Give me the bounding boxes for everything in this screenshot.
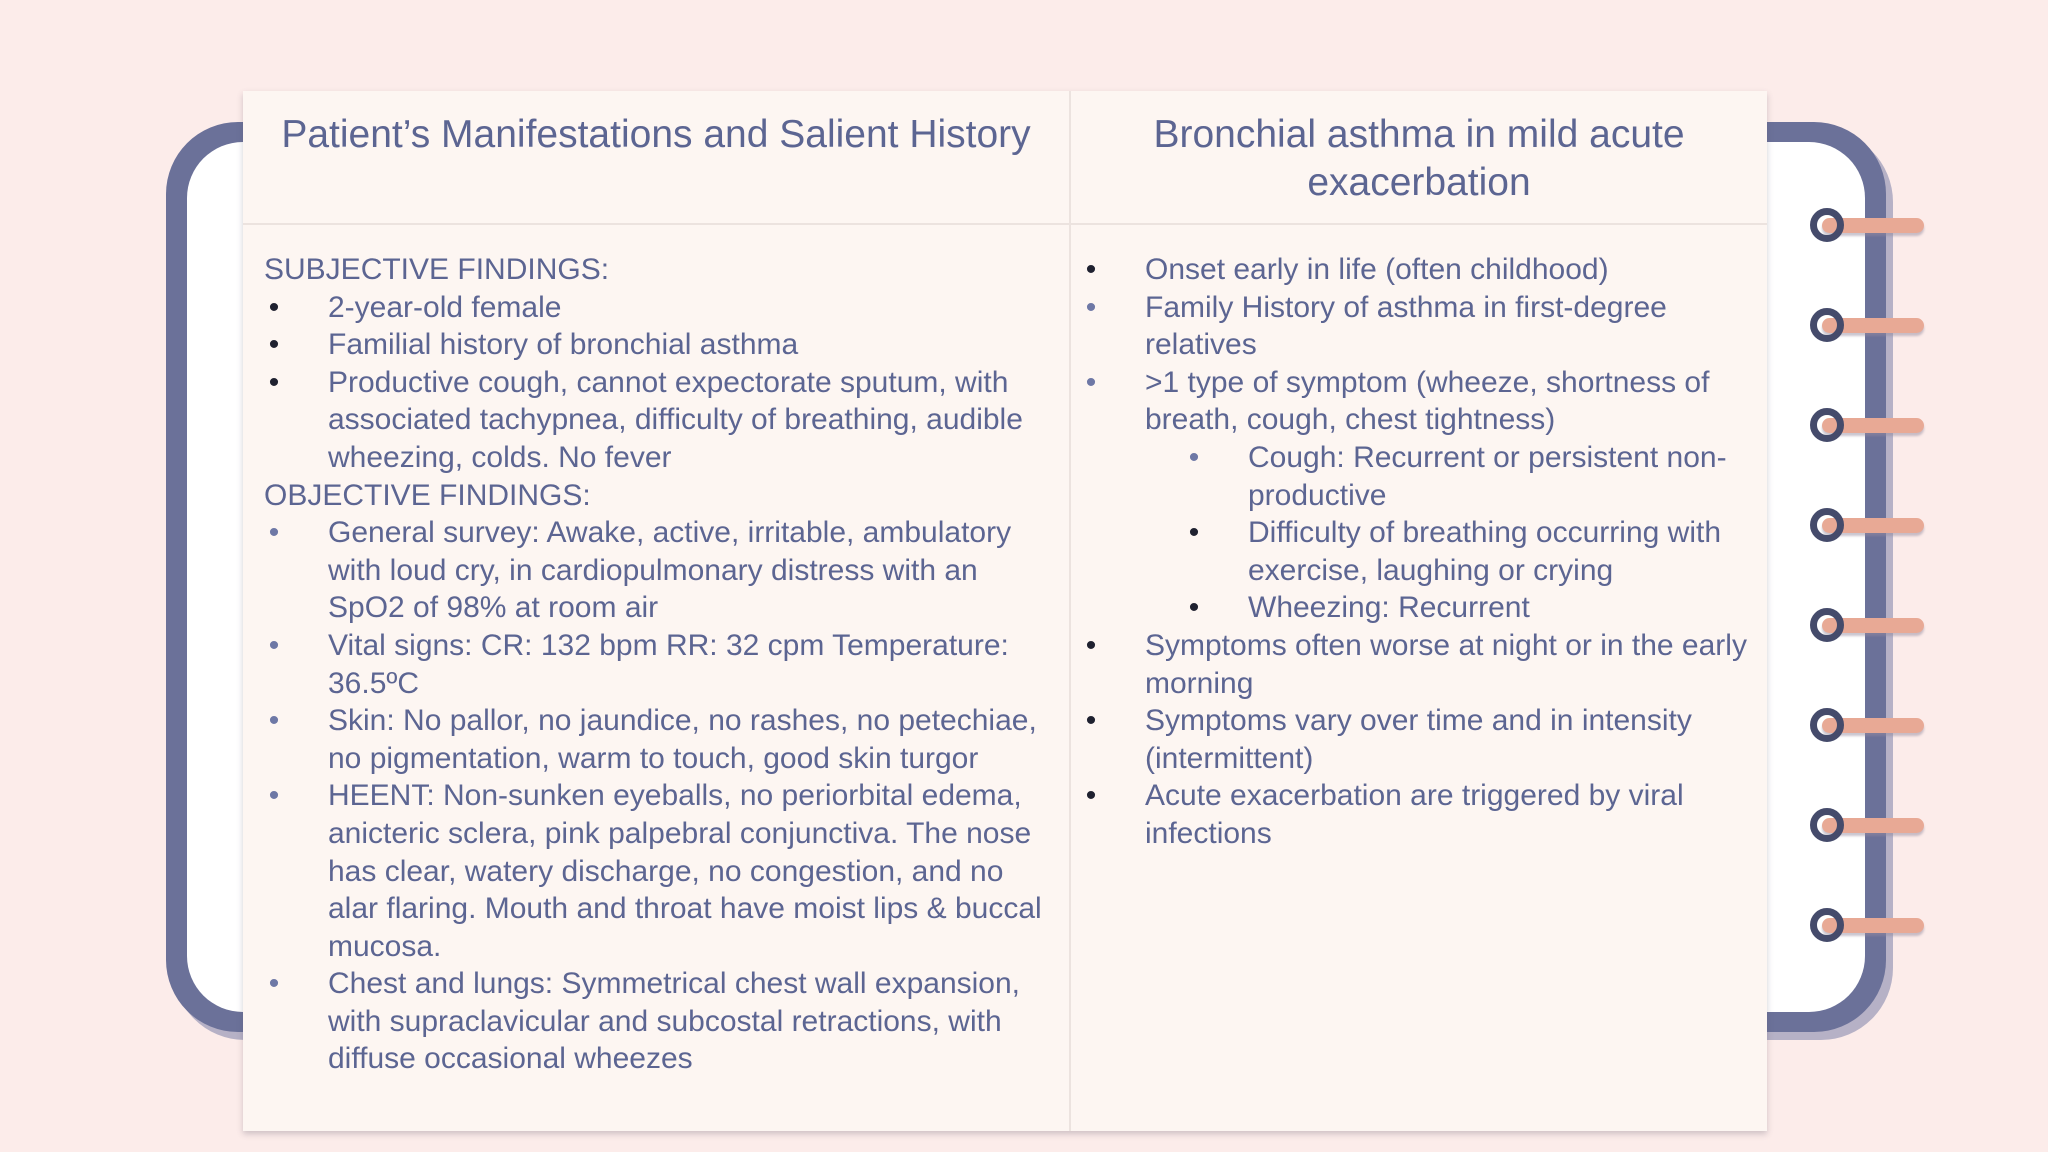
bullet-icon: • bbox=[1085, 779, 1097, 813]
bullet-icon: • bbox=[1188, 516, 1200, 550]
binding-ring-icon bbox=[1810, 908, 1844, 942]
bullet-icon: • bbox=[268, 967, 280, 1001]
list-item: • Skin: No pallor, no jaundice, no rashes, no petechiae, no pigmentation, warm to touch, good skin turgor bbox=[264, 702, 1059, 777]
diagnosis-criteria-list bbox=[1081, 251, 1751, 853]
comparison-table bbox=[243, 91, 1767, 1131]
diagnosis-column bbox=[1071, 91, 1767, 1131]
list-item: • Onset early in life (often childhood) bbox=[1081, 251, 1751, 289]
list-item: • Family History of asthma in first-degree relatives bbox=[1081, 289, 1751, 364]
binding-ring-icon bbox=[1810, 408, 1844, 442]
bullet-icon: • bbox=[268, 365, 280, 399]
subjective-findings-label: SUBJECTIVE FINDINGS: bbox=[264, 253, 610, 286]
bullet-icon: • bbox=[268, 516, 280, 550]
list-item: • Vital signs: CR: 132 bpm RR: 32 cpm Temperature: 36.5ºC bbox=[264, 627, 1059, 702]
list-item: • HEENT: Non-sunken eyeballs, no periorbital edema, anicteric sclera, pink palpebral conjunctiva. The nose has clear, watery discharge, no congestion, and no alar flaring. Mouth and throat have moist lips & buccal mucosa. bbox=[264, 777, 1059, 965]
list-item: • Familial history of bronchial asthma bbox=[264, 326, 1059, 364]
binding-ring-icon bbox=[1810, 608, 1844, 642]
list-item: • Chest and lungs: Symmetrical chest wall expansion, with supraclavicular and subcostal retractions, with diffuse occasional wheezes bbox=[264, 965, 1059, 1078]
list-item: • General survey: Awake, active, irritable, ambulatory with loud cry, in cardiopulmonary distress with an SpO2 of 98% at room air bbox=[264, 514, 1059, 627]
diagnosis-header bbox=[1071, 91, 1767, 225]
bullet-icon: • bbox=[1085, 253, 1097, 286]
manifestations-column bbox=[243, 91, 1071, 1131]
bullet-icon: • bbox=[1085, 628, 1097, 662]
bullet-icon: • bbox=[1085, 290, 1097, 324]
list-subitem: • Cough: Recurrent or persistent non-productive bbox=[1081, 439, 1751, 514]
binding-ring-icon bbox=[1810, 708, 1844, 742]
list-item: • 2-year-old female bbox=[264, 289, 1059, 327]
list-subitem: • Wheezing: Recurrent bbox=[1081, 589, 1751, 627]
manifestations-body bbox=[243, 225, 1069, 1078]
subjective-findings-list bbox=[264, 289, 1059, 477]
binding-ring-icon bbox=[1810, 308, 1844, 342]
binding-ring-icon bbox=[1810, 808, 1844, 842]
bullet-icon: • bbox=[1085, 365, 1097, 399]
binding-ring-icon bbox=[1810, 208, 1844, 242]
bullet-icon: • bbox=[268, 290, 280, 324]
list-subitem: • Difficulty of breathing occurring with exercise, laughing or crying bbox=[1081, 514, 1751, 589]
manifestations-header bbox=[243, 91, 1069, 225]
bullet-icon: • bbox=[268, 779, 280, 813]
diagnosis-body bbox=[1071, 225, 1767, 853]
list-item: • Symptoms vary over time and in intensity (intermittent) bbox=[1081, 702, 1751, 777]
list-item: • Productive cough, cannot expectorate sputum, with associated tachypnea, difficulty of breathing, audible wheezing, colds. No fever bbox=[264, 364, 1059, 477]
bullet-icon: • bbox=[268, 628, 280, 662]
bullet-icon: • bbox=[1188, 591, 1200, 625]
bullet-icon: • bbox=[1085, 704, 1097, 738]
bullet-icon: • bbox=[268, 328, 280, 362]
list-item: • Acute exacerbation are triggered by viral infections bbox=[1081, 777, 1751, 852]
diagnosis-title: Bronchial asthma in mild acute exacerbation bbox=[1153, 113, 1685, 204]
binding-ring-icon bbox=[1810, 508, 1844, 542]
list-item: • Symptoms often worse at night or in the early morning bbox=[1081, 627, 1751, 702]
bullet-icon: • bbox=[268, 704, 280, 738]
manifestations-title: Patient’s Manifestations and Salient History bbox=[281, 113, 1031, 156]
bullet-icon: • bbox=[1188, 440, 1200, 474]
objective-findings-list bbox=[264, 514, 1059, 1078]
list-item: • >1 type of symptom (wheeze, shortness of breath, cough, chest tightness) bbox=[1081, 364, 1751, 439]
objective-findings-label: OBJECTIVE FINDINGS: bbox=[264, 478, 591, 512]
